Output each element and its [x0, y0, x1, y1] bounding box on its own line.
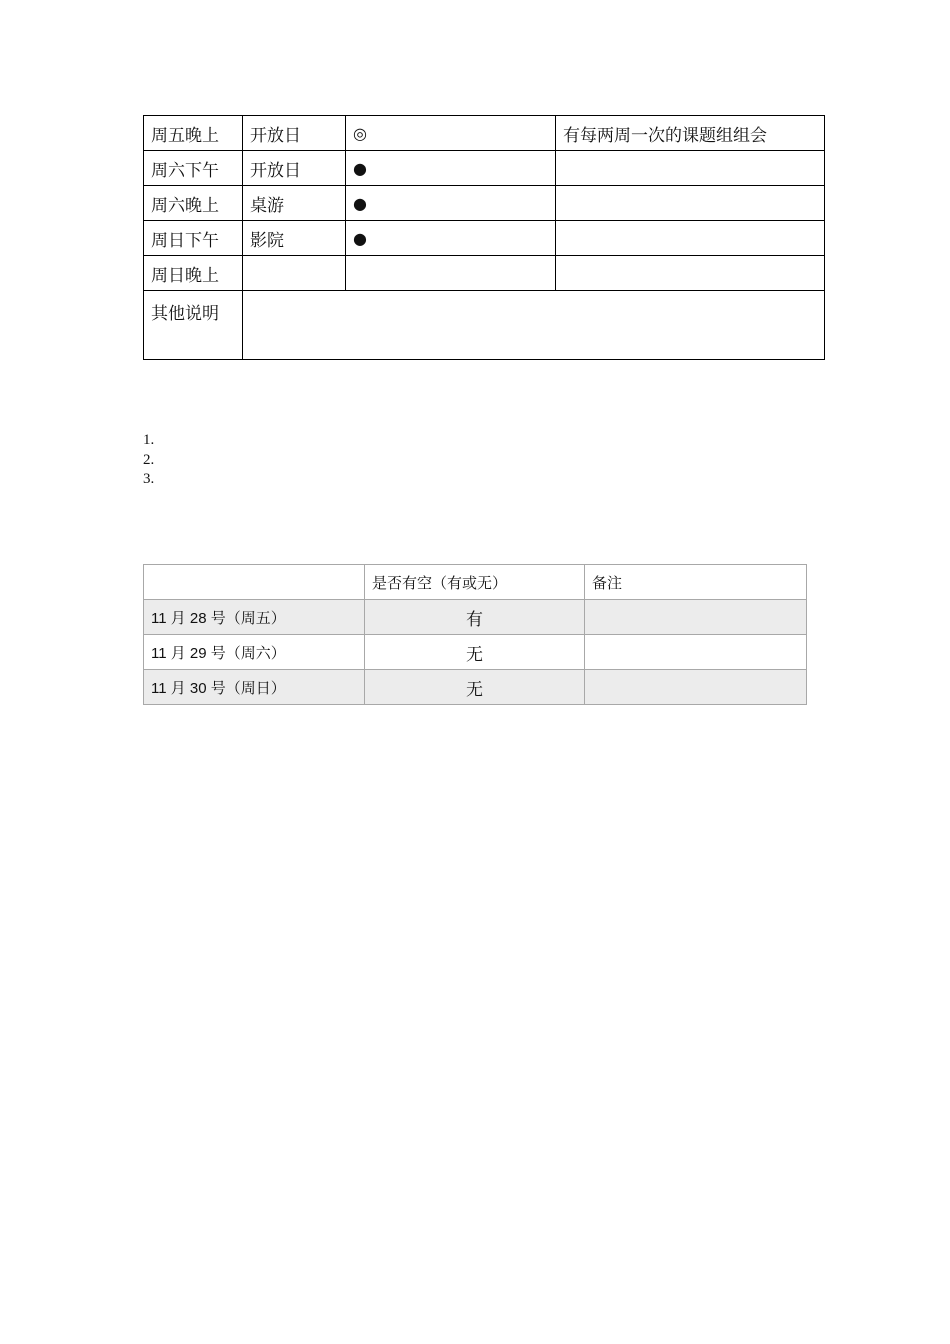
mark-cell: ●	[346, 221, 556, 256]
remark-cell[interactable]	[585, 635, 807, 670]
availability-row	[144, 635, 807, 670]
activity-cell: 影院	[243, 221, 346, 256]
activity-cell: 开放日	[243, 151, 346, 186]
time-cell: 周日下午	[144, 221, 243, 256]
available-cell[interactable]: 无	[365, 635, 585, 670]
time-cell: 周日晚上	[144, 256, 243, 291]
date-cell: 11 月 28 号（周五）	[144, 600, 365, 635]
schedule-row	[144, 186, 825, 221]
availability-header-row	[144, 565, 807, 600]
header-available: 是否有空（有或无）	[365, 565, 585, 600]
time-cell: 周六晚上	[144, 186, 243, 221]
mark-cell: ◎	[346, 116, 556, 151]
available-cell[interactable]: 无	[365, 670, 585, 705]
note-cell	[556, 151, 825, 186]
mark-cell: ●	[346, 151, 556, 186]
schedule-table	[143, 115, 825, 360]
header-date	[144, 565, 365, 600]
list-item: 3.	[143, 471, 155, 487]
mark-cell: ●	[346, 186, 556, 221]
remark-cell[interactable]	[585, 600, 807, 635]
note-cell	[556, 256, 825, 291]
date-cell: 11 月 30 号（周日）	[144, 670, 365, 705]
activity-cell: 桌游	[243, 186, 346, 221]
availability-row	[144, 670, 807, 705]
mark-cell	[346, 256, 556, 291]
header-remark: 备注	[585, 565, 807, 600]
other-notes-label: 其他说明	[144, 291, 243, 360]
schedule-row	[144, 116, 825, 151]
time-cell: 周五晚上	[144, 116, 243, 151]
activity-cell: 开放日	[243, 116, 346, 151]
note-cell: 有每两周一次的课题组组会	[556, 116, 825, 151]
availability-row	[144, 600, 807, 635]
note-cell	[556, 186, 825, 221]
other-notes-value	[243, 291, 825, 360]
note-cell	[556, 221, 825, 256]
schedule-row	[144, 221, 825, 256]
list-item: 2.	[143, 451, 155, 468]
schedule-row	[144, 151, 825, 186]
available-cell[interactable]: 有	[365, 600, 585, 635]
availability-table	[143, 564, 807, 705]
schedule-row	[144, 256, 825, 291]
other-notes-row	[144, 291, 825, 360]
remark-cell[interactable]	[585, 670, 807, 705]
list-item: 1.	[143, 432, 155, 448]
numbered-list	[143, 431, 154, 490]
date-cell: 11 月 29 号（周六）	[144, 635, 365, 670]
time-cell: 周六下午	[144, 151, 243, 186]
activity-cell	[243, 256, 346, 291]
